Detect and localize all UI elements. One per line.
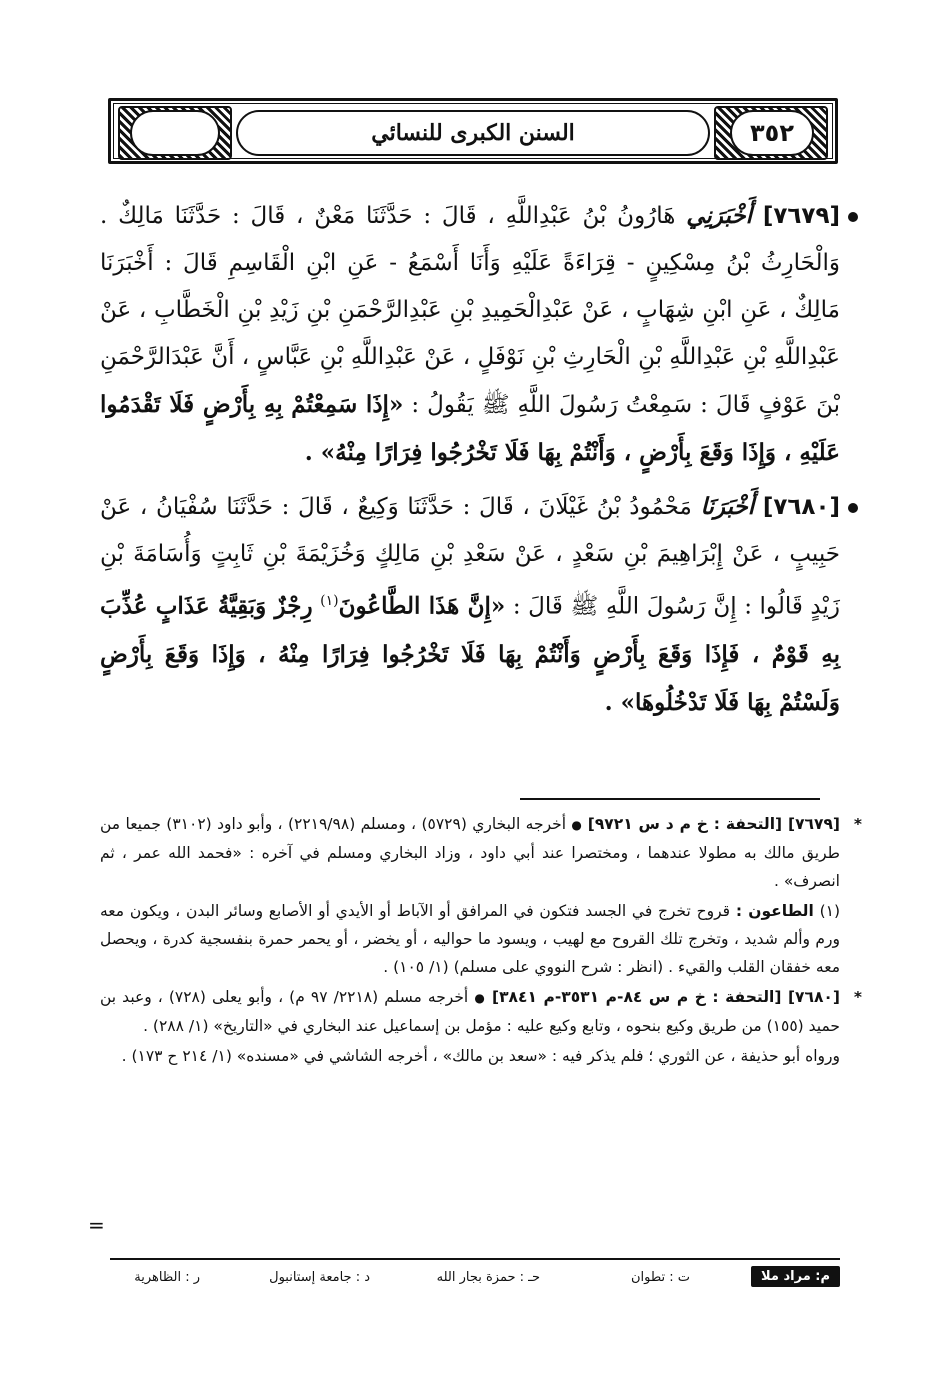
hadith-number: [٧٦٧٩] (762, 203, 841, 229)
page-number: ٣٥٢ (730, 110, 814, 156)
isnad-line: وَأُسَامَةَ بْنِ زَيْدٍ قَالُوا : إِنَّ رَسُولَ اللَّهِ ﷺ قَالَ : (100, 541, 840, 620)
isnad-line: مَحْمُودُ بْنُ غَيْلَانَ ، قَالَ : حَدَّثَنَا وَكِيعٌ ، قَالَ : حَدَّثَنَا سُفْيَانُ ، (139, 494, 692, 520)
ikhbar-word: أَخْبَرَنِي (686, 202, 753, 229)
isnad-line: مَالِكٌ ، عَنِ ابْنِ شِهَابٍ ، عَنْ عَبْدِالْحَمِيدِ بْنِ عَبْدِالرَّحْمَنِ بْنِ زَيْدِ بْنِ الْخَطَّابِ ، (138, 297, 840, 323)
star-marker: * (853, 988, 862, 1006)
isnad-line: وَالْحَارِثُ بْنُ مِسْكِينٍ - قِرَاءَةً عَلَيْهِ وَأَنَا أَسْمَعُ - عَنِ ابْنِ الْقَاسِمِ قَالَ : أَخْبَرَنَا (100, 250, 840, 276)
hadith-7680 (100, 483, 840, 727)
matn-text: «إِذَا سَمِعْتُمْ بِهِ بِأَرْضٍ فَلَا تَقْدَمُوا عَلَيْهِ ، وَإِذَا وَقَعَ بِأَرْضٍ ، وَأَنْتُمْ بِهَا فَلَا تَخْرُجُوا فِرَارًا مِنْهُ» . (100, 391, 840, 466)
star-marker: * (853, 815, 862, 833)
main-text (100, 192, 840, 733)
footnote-1 (100, 897, 840, 981)
dot-icon: ● (571, 818, 583, 832)
note-text: أخرجه البخاري (٥٧٢٩) ، ومسلم (٢٢١٩/٩٨) ، وأبو داود (٣١٠٢) جميعا من طريق مالك به مطولا عندهما ، ومختصرا عند أبي داود ، وزاد البخاري ومسلم في آخره : «فحمد الله عمر ، ثم انصرف» . (100, 815, 840, 890)
isnad-line: عَبْدَالرَّحْمَنِ بْنَ عَوْفٍ قَالَ : سَمِعْتُ رَسُولَ اللَّهِ ﷺ يَقُولُ : (100, 344, 840, 418)
takhrij-note-7680-cont (100, 1042, 840, 1070)
takhrij-note-7679 (100, 810, 862, 895)
continuation-mark: = (88, 1213, 105, 1237)
footnote-text: قروح تخرج في الجسد فتكون في المرافق أو الآباط أو الأيدي أو الأصابع وسائر البدن ، ويكون معه ورم وألم شديد ، وتخرج تلك القروح مع لهيب ، ويسود ما حواليه ، أو يخضر ، أو يحمر حمرة بنفسجية كدرة ، ويحصل معه خفقان القلب والقيء . (انظر : شرح النووي على مسلم) (١/ ١٠٥) . (100, 902, 840, 976)
note-text: ورواه أبو حذيفة ، عن الثوري ؛ فلم يذكر فيه : «سعد بن مالك» ، أخرجه الشاشي في «مسنده» (١/ ٢١٤ ح ١٧٣) . (121, 1047, 840, 1065)
hadith-number: [٧٦٨٠] (762, 494, 841, 520)
page-header (108, 98, 838, 164)
footnotes (100, 810, 862, 1072)
takhrij-note-7680 (100, 983, 862, 1040)
book-title: السنن الكبرى للنسائي (236, 110, 710, 156)
hadith-7679 (100, 192, 840, 477)
manuscript-key-bar (110, 1264, 840, 1294)
bullet-icon (848, 503, 858, 513)
bottom-separator (110, 1258, 840, 1260)
footnote-separator (520, 798, 820, 800)
note-head: [٧٦٧٩] [التحفة : خ م د س ٩٧٢١] (587, 815, 840, 833)
isnad-line: عَنْ عَبْدِاللَّهِ بْنِ عَبْدِاللَّهِ بْنِ الْحَارِثِ بْنِ نَوْفَلٍ ، عَنْ عَبْدِاللَّهِ بْنِ عَبَّاسٍ ، أَنَّ (100, 297, 840, 370)
bullet-icon (848, 212, 858, 222)
publisher-seal-logo (130, 110, 220, 156)
isnad-line: عَنْ حَبِيبٍ ، عَنْ إِبْرَاهِيمَ بْنِ سَعْدٍ ، عَنْ سَعْدِ بْنِ مَالِكٍ وَخُزَيْمَةَ بْنِ ثَابِتٍ (100, 494, 841, 567)
manuscript-r: ر : الظاهرية (134, 1270, 200, 1285)
manuscript-d: د : جامعة إستانبول (269, 1270, 370, 1285)
ikhbar-word: أَخْبَرَنَا (700, 493, 755, 520)
footnote-ref: (١) (320, 593, 339, 609)
footnote-number: (١) (819, 902, 841, 920)
note-head: [٧٦٨٠] [التحفة : خ م س ٨٤-م ٣٥٣١-م ٣٨٤١] (492, 988, 840, 1006)
manuscript-badge: م: مراد ملا (751, 1266, 840, 1287)
matn-text: رِجْزٌ وَبَقِيَّةُ عَذَابٍ عُذِّبَ بِهِ قَوْمٌ ، فَإِذَا وَقَعَ بِأَرْضٍ وَأَنْتُمْ بِهَا فَلَا تَخْرُجُوا فِرَارًا مِنْهُ ، وَإِذَا وَقَعَ بِأَرْضٍ وَلَسْتُمْ بِهَا فَلَا تَدْخُلُوهَا» . (100, 592, 840, 716)
isnad-line: هَارُونُ بْنُ عَبْدِاللَّهِ ، قَالَ : حَدَّثَنَا مَعْنٌ ، قَالَ : حَدَّثَنَا مَالِكٌ . (100, 203, 676, 229)
dot-icon: ● (474, 991, 486, 1005)
manuscript-h: حـ : حمزة بجار الله (436, 1270, 540, 1285)
manuscript-t: ت : تطوان (630, 1270, 690, 1285)
note-text: أخرجه مسلم (٢٢١٨/ ٩٧ م) ، وأبو يعلى (٧٢٨) ، وعبد بن حميد (١٥٥) من طريق وكيع بنحوه ، وتابع وكيع عليه : مؤمل بن إسماعيل عند البخاري في «التاريخ» (١/ ٢٨٨) . (100, 988, 840, 1035)
matn-text: «إِنَّ هَذَا الطَّاعُونَ (338, 592, 506, 620)
footnote-term: الطاعون : (735, 902, 814, 920)
